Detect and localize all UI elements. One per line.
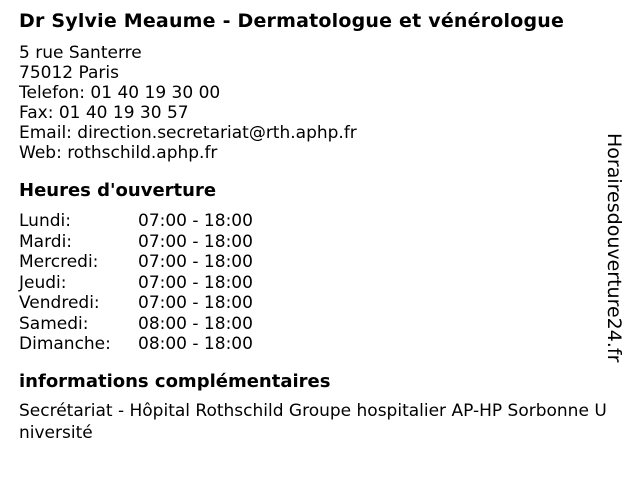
day-label: Mercredi: — [19, 252, 99, 272]
opening-hours-table — [19, 211, 253, 355]
additional-info-heading: informations complémentaires — [19, 370, 331, 392]
email-line: Email: direction.secretariat@rth.aphp.fr — [19, 123, 357, 143]
hours-row — [19, 293, 253, 314]
hours-row — [19, 314, 253, 335]
site-watermark: Horairesdouverture24.fr — [602, 133, 625, 363]
hours-row — [19, 273, 253, 294]
web-line: Web: rothschild.aphp.fr — [19, 143, 218, 163]
day-label: Vendredi: — [19, 293, 100, 313]
day-hours: 08:00 - 18:00 — [138, 313, 253, 334]
address-line-street: 5 rue Santerre — [19, 43, 142, 63]
day-label: Jeudi: — [19, 272, 67, 293]
fax-line: Fax: 01 40 19 30 57 — [19, 103, 189, 123]
day-hours: 07:00 - 18:00 — [138, 231, 253, 252]
day-label: Lundi: — [19, 211, 71, 231]
day-hours: 08:00 - 18:00 — [138, 334, 253, 354]
page-title: Dr Sylvie Meaume - Dermatologue et vénérologue — [19, 10, 565, 32]
day-label: Dimanche: — [19, 334, 111, 354]
opening-hours-heading: Heures d'ouverture — [19, 180, 217, 201]
day-hours: 07:00 - 18:00 — [138, 272, 253, 293]
day-hours: 07:00 - 18:00 — [138, 293, 253, 313]
hours-row — [19, 252, 253, 273]
day-label: Mardi: — [19, 231, 73, 252]
contact-block — [19, 43, 640, 163]
hours-row — [19, 334, 253, 355]
hours-row — [19, 232, 253, 253]
day-hours: 07:00 - 18:00 — [138, 211, 253, 231]
additional-info-text: Secrétariat - Hôpital Rothschild Groupe hospitalier AP-HP Sorbonne Université — [19, 400, 607, 443]
phone-line: Telefon: 01 40 19 30 00 — [19, 83, 221, 103]
day-hours: 07:00 - 18:00 — [138, 252, 253, 272]
address-line-city: 75012 Paris — [19, 63, 119, 83]
day-label: Samedi: — [19, 313, 89, 334]
hours-row — [19, 211, 253, 232]
